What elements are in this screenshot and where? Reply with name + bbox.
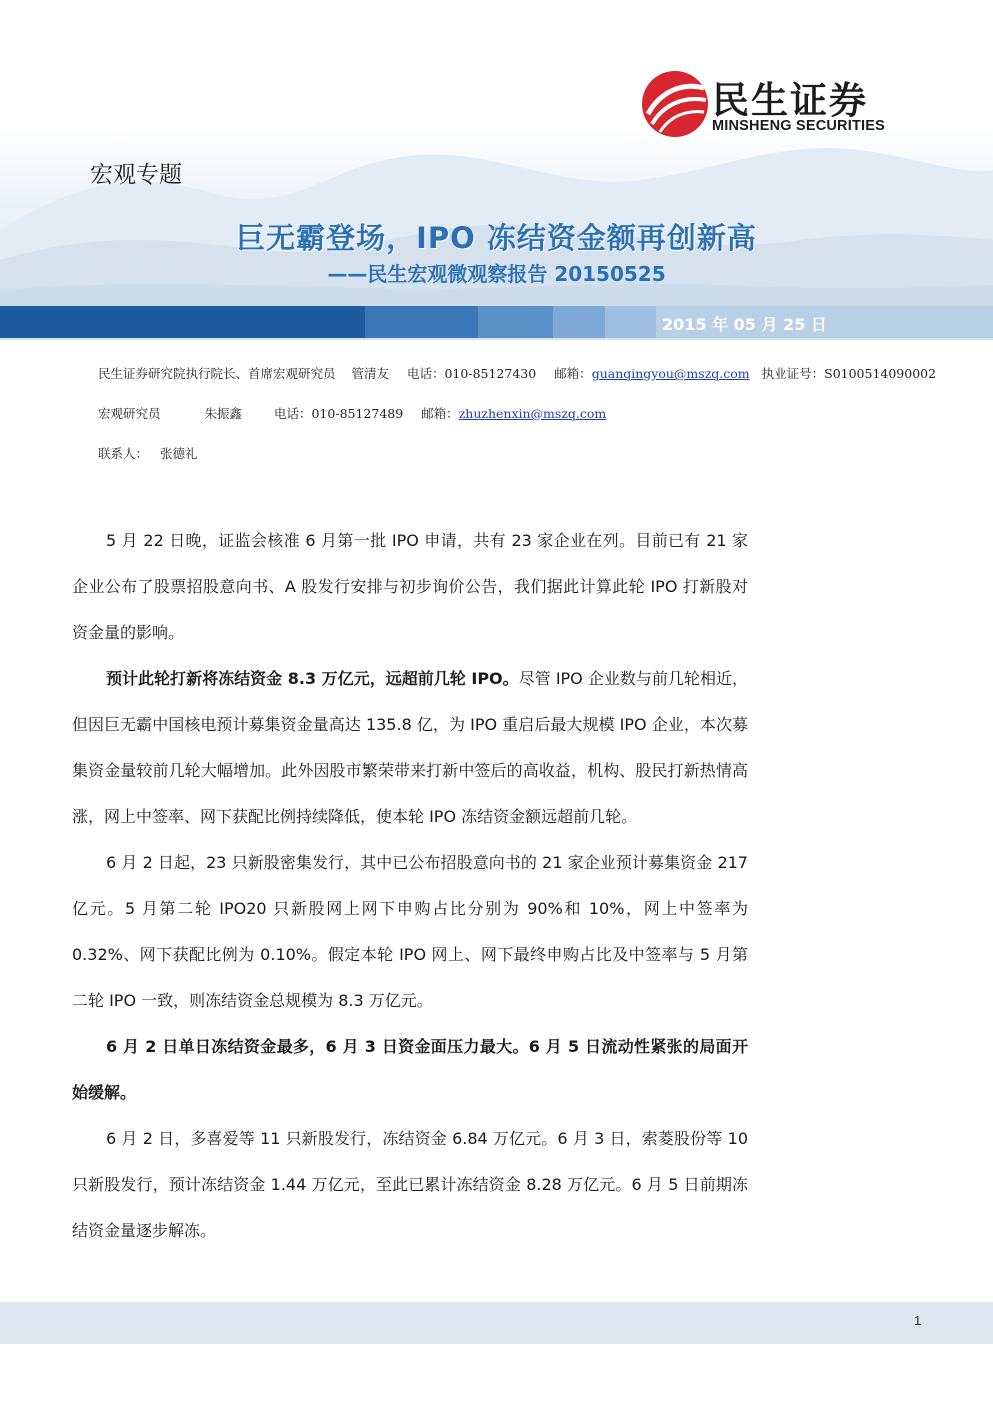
contact-line (98, 444, 198, 462)
author-line-1 (98, 364, 936, 382)
author-email-link[interactable]: guanqingyou@mszq.com (591, 366, 750, 381)
email-label: 邮箱： (421, 406, 459, 421)
author-role: 民生证券研究院执行院长、首席宏观研究员 (98, 366, 336, 381)
report-body (72, 518, 748, 1254)
paragraph-highlight: 6 月 2 日单日冻结资金最多，6 月 3 日资金面压力最大。6 月 5 日流动性紧张的局面开始缓解。 (72, 1037, 748, 1102)
logo-text-en: MINSHENG SECURITIES (712, 118, 885, 134)
logo-text-cn: 民生证券 (712, 79, 868, 122)
contact-name: 张德礼 (159, 446, 198, 461)
author-name: 朱振鑫 (204, 406, 242, 421)
page-number: 1 (914, 1313, 922, 1328)
author-license: S0100514090002 (824, 366, 937, 381)
author-name: 管清友 (351, 366, 389, 381)
contact-label: 联系人： (98, 446, 149, 461)
author-role: 宏观研究员 (98, 406, 161, 421)
report-date-box (656, 306, 993, 338)
author-line-2 (98, 404, 606, 422)
email-label: 邮箱： (554, 366, 592, 381)
logo-emblem-icon (640, 66, 710, 142)
paragraph-5: 6 月 2 日，多喜爱等 11 只新股发行，冻结资金 6.84 万亿元。6 月 3 日，索菱股份等 10 只新股发行，预计冻结资金 1.44 万亿元，至此已累计冻结资金 8.28 万亿元。6 月 5 日前期冻结资金量逐步解冻。 (72, 1129, 748, 1240)
paragraph-highlight: 预计此轮打新将冻结资金 8.3 万亿元，远超前几轮 IPO。 (106, 669, 519, 688)
paragraph-4 (72, 1024, 748, 1116)
paragraph-2: 预计此轮打新将冻结资金 8.3 万亿元，远超前几轮 IPO。尽管 IPO 企业数与前几轮相近，但因巨无霸中国核电预计募集资金量高达 135.8 亿，为 IPO 重启后最大规模 IPO 企业，本次募集资金量较前几轮大幅增加。此外因股市繁荣带来打新中签后的高收益，机构、股民打新热情高涨，网上中签率、网下获配比例持续降低，使本轮 IPO 冻结资金额远超前几轮。 (72, 669, 748, 826)
paragraph-1: 5 月 22 日晚，证监会核准 6 月第一批 IPO 申请，共有 23 家企业在列。目前已有 21 家企业公布了股票招股意向书、A 股发行安排与初步询价公告，我们据此计算此轮 IPO 打新股对资金量的影响。 (72, 531, 748, 642)
report-subtitle: ——民生宏观微观察报告 20150525 (327, 262, 666, 286)
author-phone: 010-85127489 (311, 406, 404, 421)
report-date: 2015 年 05 月 25 日 (662, 315, 827, 334)
footer-band (0, 1302, 993, 1344)
paragraph-3: 6 月 2 日起，23 只新股密集发行，其中已公布招股意向书的 21 家企业预计募集资金 217 亿元。5 月第二轮 IPO20 只新股网上网下申购占比分别为 90%和 10%，网上中签率为 0.32%、网下获配比例为 0.10%。假定本轮 IPO 网上、网下最终申购占比及中签率与 5 月第二轮 IPO 一致，则冻结资金总规模为 8.3 万亿元。 (72, 853, 748, 1010)
author-email-link[interactable]: zhuzhenxin@mszq.com (458, 406, 607, 421)
company-logo (640, 66, 930, 146)
license-label: 执业证号： (761, 366, 825, 381)
phone-label: 电话： (273, 406, 312, 421)
author-phone: 010-85127430 (444, 366, 537, 381)
section-label: 宏观专题 (90, 162, 182, 188)
report-title: 巨无霸登场，IPO 冻结资金额再创新高 (236, 221, 757, 255)
phone-label: 电话： (406, 366, 445, 381)
